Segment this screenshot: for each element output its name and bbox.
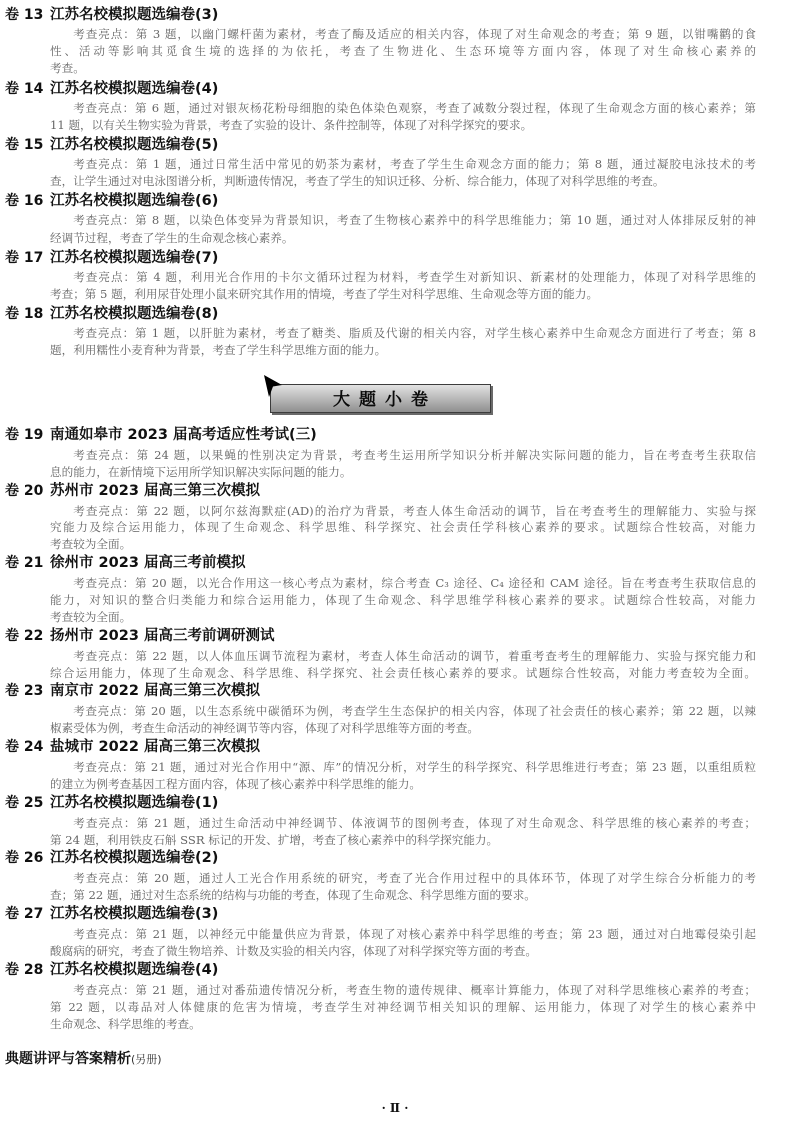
- volume-title: 江苏名校模拟题选编卷(6): [50, 193, 219, 210]
- description-line: 考查亮点：第 21 题，通过对光合作用中“源、库”的情况分析，对学生的科学探究、科学思维进行考查；第 23 题，以重组质粒: [73, 760, 756, 775]
- description-line: 考查亮点：第 22 题，以阿尔兹海默症(AD)的治疗为背景，考查人体生命活动的调节，旨在考查考生的理解能力、实验与探: [73, 503, 756, 518]
- toc-entry: [0, 626, 790, 682]
- entry-heading: [0, 134, 790, 156]
- description-line: 的建立为例考查基因工程方面内容，体现了核心素养中科学思维的能力。: [50, 776, 422, 791]
- description-line: 考查。: [50, 61, 85, 76]
- volume-number: 卷 22: [5, 627, 44, 644]
- highlight-description: [50, 503, 756, 554]
- description-line: 经调节过程，考查了学生的生命观念核心素养。: [50, 230, 294, 245]
- volume-number: 卷 18: [5, 306, 44, 323]
- description-line: 考查亮点：第 20 题，通过人工光合作用系统的研究，考查了光合作用过程中的具体环节，体现了对学生综合分析能力的考: [73, 871, 756, 886]
- volume-number: 卷 20: [5, 482, 44, 499]
- volume-title: 南通如皋市 2023 届高考适应性考试(三): [50, 427, 317, 443]
- highlight-description: [50, 325, 756, 359]
- entry-heading: [0, 481, 790, 503]
- highlight-description: [50, 100, 756, 134]
- volume-title: 苏州市 2023 届高三第三次模拟: [50, 482, 260, 499]
- toc-entry: [0, 425, 790, 481]
- entry-heading: [0, 904, 790, 926]
- entry-heading: [0, 960, 790, 982]
- description-line: 考查较为全面。: [50, 537, 132, 552]
- toc-entry: [0, 4, 790, 78]
- description-line: 考查亮点：第 22 题，以人体血压调节流程为素材，考查人体生命活动的调节，着重考查考生的理解能力、实验与探究能力和: [73, 648, 756, 663]
- section-banner: [270, 384, 491, 413]
- toc-entry: [0, 904, 790, 960]
- section-heading: 大题小卷: [333, 390, 437, 410]
- toc-entry: [0, 481, 790, 554]
- entry-heading: [0, 626, 790, 648]
- description-line: 考查亮点：第 24 题，以果蝇的性别决定为背景，考查考生运用所学知识分析并解决实际问题的能力，旨在考查考生获取信: [73, 447, 756, 462]
- toc-entry: [0, 737, 790, 793]
- volume-title: 江苏名校模拟题选编卷(5): [50, 136, 219, 153]
- entry-heading: [0, 78, 790, 100]
- volume-title: 江苏名校模拟题选编卷(8): [50, 306, 219, 323]
- arrow-icon: [263, 374, 283, 398]
- description-line: 题，利用糯性小麦育种为背景，考查了学生科学思维方面的能力。: [50, 343, 387, 358]
- toc-entry: [0, 303, 790, 359]
- volume-number: 卷 23: [5, 683, 44, 700]
- volume-title: 江苏名校模拟题选编卷(7): [50, 249, 219, 266]
- description-line: 椒素受体为例，考查生命活动的神经调节等内容，体现了对科学思维等方面的考查。: [50, 721, 479, 736]
- toc-entry: [0, 793, 790, 849]
- toc-entry: [0, 553, 790, 626]
- toc-entry: [0, 78, 790, 134]
- description-line: 第 22 题，以毒品对人体健康的危害为情境，考查学生对神经调节相关知识的理解、运用能力，体现了对学生的核心素养中: [50, 999, 756, 1014]
- highlight-description: [50, 212, 756, 246]
- description-line: 究能力及综合运用能力，体现了生命观念、科学思维、科学探究、社会责任学科核心素养的要求。试题综合性较高，对能力: [50, 520, 756, 535]
- volume-number: 卷 25: [5, 794, 44, 811]
- highlight-description: [50, 759, 756, 793]
- volume-number: 卷 27: [5, 906, 44, 923]
- highlight-description: [50, 156, 756, 190]
- volume-title: 江苏名校模拟题选编卷(1): [50, 794, 219, 811]
- volume-number: 卷 24: [5, 739, 44, 756]
- highlight-description: [50, 447, 756, 481]
- highlight-description: [50, 815, 756, 849]
- footer-note: (另册): [131, 1053, 162, 1066]
- toc-entry: [0, 134, 790, 190]
- description-line: 考查亮点：第 20 题，以生态系统中碳循环为例，考查学生生态保护的相关内容，体现了社会责任的核心素养；第 22 题，以辣: [73, 704, 756, 719]
- volume-title: 江苏名校模拟题选编卷(2): [50, 850, 219, 867]
- description-line: 考查亮点：第 6 题，通过对银灰杨花粉母细胞的染色体染色观察，考查了减数分裂过程，体现了生命观念方面的核心素养；第: [73, 100, 756, 115]
- entry-heading: [0, 190, 790, 212]
- toc-entry: [0, 681, 790, 737]
- entry-heading: [0, 681, 790, 703]
- volume-number: 卷 15: [5, 136, 44, 153]
- description-line: 考查亮点：第 1 题，以肝脏为素材，考查了糖类、脂质及代谢的相关内容，对学生核心素养中生命观念方面进行了考查；第 8: [73, 326, 756, 341]
- highlight-description: [50, 269, 756, 303]
- description-line: 酸腐病的研究，考查了微生物培养、计数及实验的相关内容，体现了对科学探究等方面的考查。: [50, 943, 537, 958]
- highlight-description: [50, 870, 756, 904]
- description-line: 查；第 22 题，通过对生态系统的结构与功能的考查，体现了生命观念、科学思维方面的要求。: [50, 888, 536, 903]
- volume-number: 卷 19: [5, 427, 44, 443]
- description-line: 考查较为全面。: [50, 609, 132, 624]
- description-line: 能力，对知识的整合归类能力和综合运用能力，体现了生命观念、科学思维学科核心素养的要求。试题综合性较高，对能力: [50, 593, 756, 608]
- entry-heading: [0, 303, 790, 325]
- volume-number: 卷 28: [5, 961, 44, 978]
- description-line: 考查亮点：第 21 题，通过生命活动中神经调节、体液调节的图例考查，体现了对生命观念、科学思维的核心素养的考查；: [73, 815, 756, 830]
- description-line: 考查亮点：第 20 题，以光合作用这一核心考点为素材，综合考查 C₃ 途径、C₄ 途径和 CAM 途径。旨在考查考生获取信息的: [73, 576, 756, 591]
- description-line: 考查亮点：第 21 题，以神经元中能量供应为背景，体现了对核心素养中科学思维的考查；第 23 题，通过对白地霉侵染引起: [73, 927, 756, 942]
- description-line: 综合运用能力，体现了生命观念、科学思维、科学探究、社会责任核心素养的要求。试题综合性较高，对能力考查较为全面。: [50, 665, 756, 680]
- volume-title: 盐城市 2022 届高三第三次模拟: [50, 739, 260, 756]
- entry-heading: [0, 425, 790, 447]
- description-line: 考查亮点：第 8 题，以染色体变异为背景知识，考查了生物核心素养中的科学思维能力；第 10 题，通过对人体排尿反射的神: [73, 213, 756, 228]
- description-line: 考查亮点：第 21 题，通过对番茄遗传情况分析，考查生物的遗传规律、概率计算能力，体现了对科学思维核心素养的考查；: [73, 982, 756, 997]
- highlight-description: [50, 926, 756, 960]
- volume-number: 卷 17: [5, 249, 44, 266]
- volume-title: 江苏名校模拟题选编卷(3): [50, 906, 219, 923]
- highlight-description: [50, 982, 756, 1033]
- highlight-description: [50, 26, 756, 78]
- entry-heading: [0, 737, 790, 759]
- description-line: 生命观念、科学思维的考查。: [50, 1016, 201, 1031]
- volume-number: 卷 14: [5, 80, 44, 97]
- toc-entry: [0, 190, 790, 246]
- volume-number: 卷 13: [5, 7, 44, 23]
- volume-number: 卷 16: [5, 193, 44, 210]
- toc-list-part1: [0, 4, 790, 359]
- volume-number: 卷 21: [5, 555, 44, 572]
- volume-title: 江苏名校模拟题选编卷(4): [50, 961, 219, 978]
- volume-title: 徐州市 2023 届高三考前模拟: [50, 555, 246, 572]
- volume-title: 扬州市 2023 届高三考前调研测试: [50, 627, 275, 644]
- description-line: 考查；第 5 题，利用尿苷处理小鼠来研究其作用的情境，考查了学生对科学思维、生命观念等方面的能力。: [50, 286, 599, 301]
- toc-entry: [0, 960, 790, 1033]
- description-line: 考查亮点：第 3 题，以幽门螺杆菌为素材，考查了酶及适应的相关内容，体现了对生命观念的考查；第 9 题，以钳嘴鹳的食: [73, 27, 756, 41]
- entry-heading: [0, 848, 790, 870]
- description-line: 11 题，以有关生物实验为背景，考查了实验的设计、条件控制等，体现了对科学探究的要求。: [50, 117, 533, 132]
- page-number: · Ⅱ ·: [381, 1101, 409, 1115]
- description-line: 第 24 题，利用铁皮石斛 SSR 标记的开发、扩增，考查了核心素养中的科学探究能力。: [50, 832, 499, 847]
- description-line: 息的能力，在新情境下运用所学知识解决实际问题的能力。: [50, 464, 352, 479]
- description-line: 性、活动等影响其觅食生境的选择的为依托，考查了生物进化、生态环境等方面内容，体现了对生命核心素养的: [50, 44, 756, 59]
- footer-title: 典题讲评与答案精析: [5, 1051, 131, 1067]
- volume-title: 南京市 2022 届高三第三次模拟: [50, 683, 260, 700]
- toc-list-part2: [0, 425, 790, 1032]
- entry-heading: [0, 793, 790, 815]
- entry-heading: [0, 4, 790, 26]
- highlight-description: [50, 648, 756, 682]
- volume-title: 江苏名校模拟题选编卷(3): [50, 7, 219, 23]
- toc-entry: [0, 247, 790, 303]
- highlight-description: [50, 575, 756, 626]
- description-line: 考查亮点：第 4 题，利用光合作用的卡尔文循环过程为材料，考查学生对新知识、新素材的处理能力，体现了对科学思维的: [73, 269, 756, 284]
- entry-heading: [0, 247, 790, 269]
- entry-heading: [0, 553, 790, 575]
- description-line: 查，让学生通过对电泳图谱分析，判断遗传情况，考查了学生的知识迁移、分析、综合能力，体现了对科学思维的考查。: [50, 174, 665, 189]
- toc-entry: [0, 848, 790, 904]
- footer-entry: [5, 1049, 162, 1067]
- volume-number: 卷 26: [5, 850, 44, 867]
- volume-title: 江苏名校模拟题选编卷(4): [50, 80, 219, 97]
- description-line: 考查亮点：第 1 题，通过日常生活中常见的奶茶为素材，考查了学生生命观念方面的能力；第 8 题，通过凝胶电泳技术的考: [73, 156, 756, 171]
- highlight-description: [50, 703, 756, 737]
